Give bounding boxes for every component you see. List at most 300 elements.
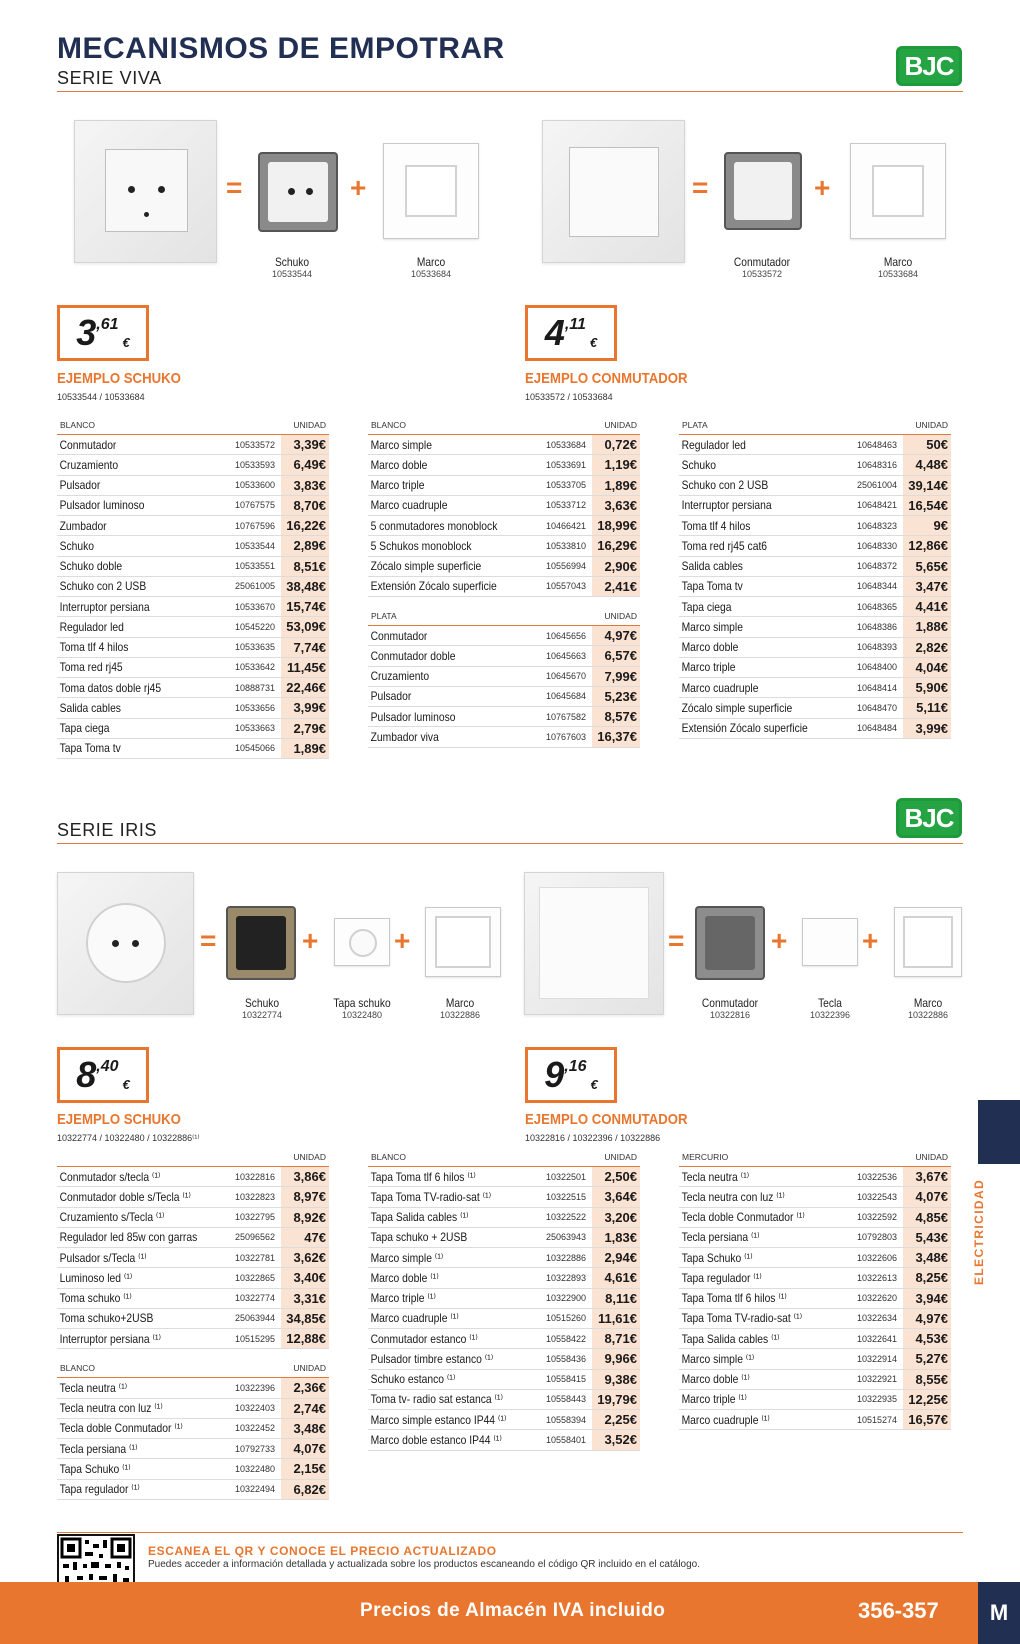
example-codes: 10533544 / 10533684: [57, 392, 145, 402]
table-row: [679, 1187, 951, 1207]
product-price: 3,40€: [281, 1268, 329, 1287]
table-row: [57, 476, 329, 496]
product-name: Marco simple: [681, 619, 743, 634]
table-row: [57, 577, 329, 597]
product-name: Schuko estanco ⁽¹⁾: [370, 1372, 456, 1387]
product-name: Schuko con 2 USB: [681, 478, 769, 493]
section-label: PLATA: [682, 420, 708, 430]
product-price: 16,54€: [903, 496, 951, 515]
table-row: [368, 667, 640, 687]
tapa-schuko-image: [334, 918, 390, 966]
table-row: [57, 1268, 329, 1288]
table-row: [368, 1167, 640, 1187]
footer-text: Precios de Almacén IVA incluido: [360, 1600, 666, 1621]
table-row: [368, 455, 640, 475]
table-row: [368, 1208, 640, 1228]
table-row: [679, 1349, 951, 1369]
product-name: Marco doble ⁽¹⁾: [681, 1372, 750, 1387]
product-code: 10322886: [545, 1252, 586, 1263]
product-price: 8,92€: [281, 1208, 329, 1227]
product-price: 19,79€: [592, 1390, 640, 1409]
product-code: 10648421: [856, 500, 897, 511]
price-table: [57, 1152, 329, 1500]
product-code: 10533810: [545, 540, 586, 551]
product-code: 25063944: [234, 1313, 275, 1324]
product-price: 5,65€: [903, 557, 951, 576]
table-row: [368, 1349, 640, 1369]
product-price: 4,97€: [903, 1309, 951, 1328]
product-code: 10648386: [856, 621, 897, 632]
product-name: Regulador led: [59, 619, 124, 634]
product-code: 10322641: [856, 1333, 897, 1344]
product-code: 10533593: [234, 459, 275, 470]
section-label: BLANCO: [60, 420, 95, 430]
product-name: Tecla doble Conmutador ⁽¹⁾: [681, 1210, 805, 1225]
product-name: Zócalo simple superficie: [370, 559, 482, 574]
table-header: [679, 1152, 951, 1167]
product-code: 10322536: [856, 1171, 897, 1182]
conmutador-assembled-image: [524, 872, 664, 1015]
example-title: EJEMPLO CONMUTADOR: [525, 370, 688, 387]
product-price: 16,29€: [592, 536, 640, 555]
divider: [57, 843, 963, 844]
product-price: 4,07€: [281, 1439, 329, 1458]
product-name: Marco doble: [681, 640, 739, 655]
example-title: EJEMPLO SCHUKO: [57, 1111, 181, 1128]
product-code: 10648414: [856, 682, 897, 693]
table-row: [368, 1430, 640, 1450]
product-name: Marco doble ⁽¹⁾: [370, 1270, 439, 1285]
product-name: Tapa Toma tv: [681, 579, 743, 594]
table-row: [368, 1289, 640, 1309]
product-code: 10322494: [234, 1484, 275, 1495]
product-price: 8,71€: [592, 1329, 640, 1348]
product-name: Marco cuadruple: [370, 498, 448, 513]
product-price: 3,39€: [281, 435, 329, 454]
component-label: Conmutador 10322816: [701, 996, 759, 1020]
plus-icon: +: [814, 172, 831, 203]
table-row: [368, 1187, 640, 1207]
product-price: 38,48€: [281, 577, 329, 596]
plus-icon: +: [862, 925, 879, 956]
product-price: 3,86€: [281, 1167, 329, 1186]
product-name: Tapa ciega: [681, 599, 732, 614]
product-price: 22,46€: [281, 678, 329, 697]
product-price: 2,41€: [592, 577, 640, 596]
product-name: Marco doble: [370, 457, 428, 472]
table-row: [679, 597, 951, 617]
product-price: 4,85€: [903, 1208, 951, 1227]
product-code: 10545220: [234, 621, 275, 632]
product-price: 3,52€: [592, 1430, 640, 1449]
example-title: EJEMPLO CONMUTADOR: [525, 1111, 688, 1128]
product-price: 6,82€: [281, 1480, 329, 1499]
qr-title: ESCANEA EL QR Y CONOCE EL PRECIO ACTUALIZADO: [148, 1544, 497, 1558]
schuko-mechanism-image: [226, 906, 296, 980]
product-code: 10767603: [545, 731, 586, 742]
section-label: PLATA: [371, 611, 397, 621]
section-label: BLANCO: [371, 420, 406, 430]
product-name: Cruzamiento s/Tecla ⁽¹⁾: [59, 1210, 165, 1225]
table-header: [679, 420, 951, 435]
product-code: 10645670: [545, 671, 586, 682]
product-name: Tapa Toma TV-radio-sat ⁽¹⁾: [681, 1311, 803, 1326]
table-row: [679, 1390, 951, 1410]
table-row: [57, 516, 329, 536]
product-name: Pulsador: [370, 689, 412, 704]
product-code: 10533663: [234, 723, 275, 734]
price-tag: 8 ,40 €: [57, 1047, 149, 1103]
section-gap: [368, 597, 640, 611]
example-codes: 10533572 / 10533684: [525, 392, 613, 402]
product-name: Schuko: [681, 457, 717, 472]
product-price: 4,61€: [592, 1268, 640, 1287]
product-name: 5 conmutadores monoblock: [370, 518, 498, 533]
table-row: [368, 496, 640, 516]
table-row: [57, 1167, 329, 1187]
table-row: [57, 739, 329, 759]
product-name: Marco doble estanco IP44 ⁽¹⁾: [370, 1432, 502, 1447]
price-tag: 3 ,61 €: [57, 305, 149, 361]
table-row: [57, 1480, 329, 1500]
marco-image: [383, 143, 479, 239]
product-price: 4,53€: [903, 1329, 951, 1348]
product-name: Tapa Schuko ⁽¹⁾: [681, 1250, 753, 1265]
product-code: 10533551: [234, 561, 275, 572]
product-name: Tecla persiana ⁽¹⁾: [59, 1441, 138, 1456]
product-code: 10322613: [856, 1272, 897, 1283]
example-codes: 10322774 / 10322480 / 10322886⁽¹⁾: [57, 1133, 200, 1143]
equals-icon: =: [200, 925, 217, 956]
table-row: [57, 1208, 329, 1228]
price-tag: 4 ,11 €: [525, 305, 617, 361]
page-number: 356-357: [858, 1598, 939, 1623]
table-row: [679, 577, 951, 597]
table-row: [679, 536, 951, 556]
product-price: 4,97€: [592, 626, 640, 645]
product-name: Marco triple ⁽¹⁾: [681, 1392, 747, 1407]
table-row: [679, 1208, 951, 1228]
product-code: 25063943: [545, 1232, 586, 1243]
product-name: Extensión Zócalo superficie: [370, 579, 497, 594]
product-price: 53,09€: [281, 617, 329, 636]
table-row: [57, 698, 329, 718]
product-code: 10648323: [856, 520, 897, 531]
unit-label: UNIDAD: [604, 420, 637, 430]
table-row: [57, 1329, 329, 1349]
product-code: 10533684: [545, 439, 586, 450]
product-code: 10792733: [234, 1443, 275, 1454]
product-name: Toma tv- radio sat estanca ⁽¹⁾: [370, 1392, 503, 1407]
product-code: 10545066: [234, 743, 275, 754]
table-row: [57, 678, 329, 698]
table-row: [368, 1309, 640, 1329]
product-name: Conmutador estanco ⁽¹⁾: [370, 1331, 478, 1346]
product-name: Zócalo simple superficie: [681, 700, 793, 715]
product-name: Marco simple ⁽¹⁾: [681, 1351, 755, 1366]
product-price: 5,27€: [903, 1349, 951, 1368]
product-name: Toma schuko+2USB: [59, 1311, 154, 1326]
page-title: MECANISMOS DE EMPOTRAR: [57, 32, 505, 65]
product-code: 10322606: [856, 1252, 897, 1263]
product-code: 10322515: [545, 1191, 586, 1202]
table-row: [679, 476, 951, 496]
product-name: Cruzamiento: [370, 669, 430, 684]
product-code: 10533712: [545, 500, 586, 511]
product-price: 47€: [281, 1228, 329, 1247]
product-code: 10322865: [234, 1272, 275, 1283]
product-price: 7,99€: [592, 667, 640, 686]
product-price: 5,11€: [903, 698, 951, 717]
product-price: 12,86€: [903, 536, 951, 555]
table-row: [57, 1228, 329, 1248]
table-row: [57, 1187, 329, 1207]
product-name: Tapa Toma TV-radio-sat ⁽¹⁾: [370, 1189, 492, 1204]
product-code: 10515274: [856, 1414, 897, 1425]
section-gap: [57, 1349, 329, 1363]
product-code: 10322480: [234, 1463, 275, 1474]
product-code: 10558436: [545, 1353, 586, 1364]
product-price: 11,45€: [281, 658, 329, 677]
component-label: Marco 10322886: [439, 996, 481, 1020]
product-price: 2,15€: [281, 1459, 329, 1478]
unit-label: UNIDAD: [293, 420, 326, 430]
product-name: Tapa schuko + 2USB: [370, 1230, 468, 1245]
product-price: 3,47€: [903, 577, 951, 596]
table-row: [679, 658, 951, 678]
product-code: 10515295: [234, 1333, 275, 1344]
product-code: 25061004: [856, 480, 897, 491]
product-code: 10648316: [856, 459, 897, 470]
table-row: [57, 1289, 329, 1309]
product-code: 10533656: [234, 702, 275, 713]
product-name: Tecla doble Conmutador ⁽¹⁾: [59, 1421, 183, 1436]
product-code: 10648400: [856, 662, 897, 673]
plus-icon: +: [302, 925, 319, 956]
product-name: Pulsador: [59, 478, 101, 493]
product-price: 39,14€: [903, 476, 951, 495]
table-row: [679, 617, 951, 637]
product-code: 10322592: [856, 1212, 897, 1223]
product-code: 10322893: [545, 1272, 586, 1283]
product-name: Interruptor persiana: [681, 498, 772, 513]
product-name: Interruptor persiana ⁽¹⁾: [59, 1331, 162, 1346]
unit-label: UNIDAD: [915, 420, 948, 430]
product-code: 10648484: [856, 723, 897, 734]
plus-icon: +: [350, 172, 367, 203]
equals-icon: =: [692, 172, 709, 203]
product-code: 10558422: [545, 1333, 586, 1344]
conmutador-assembled-image: [542, 120, 685, 263]
table-row: [679, 1370, 951, 1390]
table-row: [57, 597, 329, 617]
product-price: 9,96€: [592, 1349, 640, 1368]
product-code: 10322543: [856, 1191, 897, 1202]
product-code: 10322935: [856, 1394, 897, 1405]
product-name: Conmutador doble: [370, 648, 456, 663]
product-price: 6,57€: [592, 646, 640, 665]
price-table: [368, 1152, 640, 1451]
product-price: 3,63€: [592, 496, 640, 515]
product-price: 3,64€: [592, 1187, 640, 1206]
product-code: 10648470: [856, 702, 897, 713]
table-header: [368, 420, 640, 435]
product-price: 3,48€: [281, 1419, 329, 1438]
product-name: Toma tlf 4 hilos: [59, 640, 129, 655]
product-code: 10645663: [545, 650, 586, 661]
price-table: [57, 420, 329, 759]
product-price: 3,83€: [281, 476, 329, 495]
product-name: Tapa Toma tlf 6 hilos ⁽¹⁾: [370, 1169, 476, 1184]
component-label: Marco 10322886: [907, 996, 949, 1020]
table-row: [368, 1370, 640, 1390]
product-price: 16,22€: [281, 516, 329, 535]
product-price: 8,57€: [592, 707, 640, 726]
product-name: Tapa ciega: [59, 721, 110, 736]
product-price: 16,57€: [903, 1410, 951, 1429]
product-code: 10322795: [234, 1212, 275, 1223]
table-row: [368, 1329, 640, 1349]
product-name: Pulsador luminoso: [59, 498, 145, 513]
product-code: 10648330: [856, 540, 897, 551]
product-code: 10648463: [856, 439, 897, 450]
product-code: 10322816: [234, 1171, 275, 1182]
product-name: Pulsador timbre estanco ⁽¹⁾: [370, 1351, 494, 1366]
product-name: Tapa regulador ⁽¹⁾: [59, 1482, 140, 1497]
product-code: 10558401: [545, 1434, 586, 1445]
product-code: 10322452: [234, 1423, 275, 1434]
product-code: 25061005: [234, 581, 275, 592]
table-row: [57, 1419, 329, 1439]
product-name: Regulador led: [681, 437, 746, 452]
table-row: [368, 1390, 640, 1410]
product-price: 4,41€: [903, 597, 951, 616]
product-code: 10533635: [234, 642, 275, 653]
product-code: 10648365: [856, 601, 897, 612]
product-name: Toma datos doble rj45: [59, 680, 162, 695]
product-name: Tecla neutra ⁽¹⁾: [681, 1169, 750, 1184]
product-price: 2,74€: [281, 1399, 329, 1418]
product-code: 10322634: [856, 1313, 897, 1324]
table-row: [368, 577, 640, 597]
table-row: [368, 557, 640, 577]
table-row: [368, 626, 640, 646]
table-header: [368, 611, 640, 626]
product-code: 10322781: [234, 1252, 275, 1263]
product-price: 4,04€: [903, 658, 951, 677]
product-code: 10767596: [234, 520, 275, 531]
product-name: Schuko con 2 USB: [59, 579, 147, 594]
product-name: Marco simple estanco IP44 ⁽¹⁾: [370, 1412, 507, 1427]
table-row: [57, 719, 329, 739]
price-tag: 9 ,16 €: [525, 1047, 617, 1103]
tecla-image: [802, 918, 858, 966]
unit-label: UNIDAD: [293, 1363, 326, 1374]
product-code: 10322620: [856, 1293, 897, 1304]
product-code: 10533600: [234, 480, 275, 491]
table-row: [679, 516, 951, 536]
product-price: 3,99€: [903, 719, 951, 738]
product-name: Tapa Toma tlf 6 hilos ⁽¹⁾: [681, 1291, 787, 1306]
table-row: [57, 1399, 329, 1419]
product-code: 10767575: [234, 500, 275, 511]
table-row: [679, 1329, 951, 1349]
table-row: [57, 617, 329, 637]
product-name: Tecla persiana ⁽¹⁾: [681, 1230, 760, 1245]
product-code: 10557043: [545, 581, 586, 592]
product-price: 3,99€: [281, 698, 329, 717]
product-code: 10515260: [545, 1313, 586, 1324]
product-name: Toma schuko ⁽¹⁾: [59, 1291, 132, 1306]
product-name: Tapa regulador ⁽¹⁾: [681, 1270, 762, 1285]
product-price: 2,79€: [281, 719, 329, 738]
product-price: 5,43€: [903, 1228, 951, 1247]
product-name: Marco cuadruple ⁽¹⁾: [370, 1311, 459, 1326]
section-label: ELECTRICIDAD: [972, 1178, 986, 1285]
product-price: 12,25€: [903, 1390, 951, 1409]
conmutador-mechanism-image: [695, 906, 765, 980]
product-name: 5 Schukos monoblock: [370, 538, 472, 553]
product-name: Tecla neutra ⁽¹⁾: [59, 1380, 128, 1395]
product-name: Tapa Salida cables ⁽¹⁾: [370, 1210, 469, 1225]
product-code: 10322501: [545, 1171, 586, 1182]
product-price: 2,50€: [592, 1167, 640, 1186]
table-row: [368, 727, 640, 747]
table-header: [368, 1152, 640, 1167]
product-name: Toma red rj45: [59, 660, 123, 675]
table-row: [368, 536, 640, 556]
product-code: 10648393: [856, 642, 897, 653]
table-row: [57, 557, 329, 577]
product-code: 10322914: [856, 1353, 897, 1364]
schuko-mechanism-image: [258, 152, 338, 232]
product-name: Tecla neutra con luz ⁽¹⁾: [59, 1401, 163, 1416]
table-row: [368, 1410, 640, 1430]
table-row: [679, 1268, 951, 1288]
product-name: Schuko doble: [59, 559, 123, 574]
table-row: [368, 1228, 640, 1248]
product-code: 10645684: [545, 691, 586, 702]
product-price: 8,11€: [592, 1289, 640, 1308]
product-name: Marco cuadruple ⁽¹⁾: [681, 1412, 770, 1427]
table-row: [679, 638, 951, 658]
product-price: 3,67€: [903, 1167, 951, 1186]
product-code: 10792803: [856, 1232, 897, 1243]
product-name: Regulador led 85w con garras: [59, 1230, 198, 1245]
product-name: Marco triple ⁽¹⁾: [370, 1291, 436, 1306]
product-name: Tecla neutra con luz ⁽¹⁾: [681, 1189, 785, 1204]
component-label: Schuko 10533544: [271, 255, 313, 279]
table-row: [57, 1248, 329, 1268]
equals-icon: =: [226, 172, 243, 203]
table-header: [57, 1152, 329, 1167]
product-code: 10533691: [545, 459, 586, 470]
product-price: 16,37€: [592, 727, 640, 746]
table-row: [679, 1410, 951, 1430]
product-price: 2,90€: [592, 557, 640, 576]
product-price: 8,51€: [281, 557, 329, 576]
table-row: [57, 1378, 329, 1398]
product-name: Marco triple: [681, 660, 736, 675]
product-name: Conmutador: [59, 437, 117, 452]
schuko-assembled-image: [74, 120, 217, 263]
table-row: [368, 476, 640, 496]
product-price: 1,88€: [903, 617, 951, 636]
table-row: [57, 638, 329, 658]
product-price: 5,90€: [903, 678, 951, 697]
product-code: 10322522: [545, 1212, 586, 1223]
product-code: 10533642: [234, 662, 275, 673]
